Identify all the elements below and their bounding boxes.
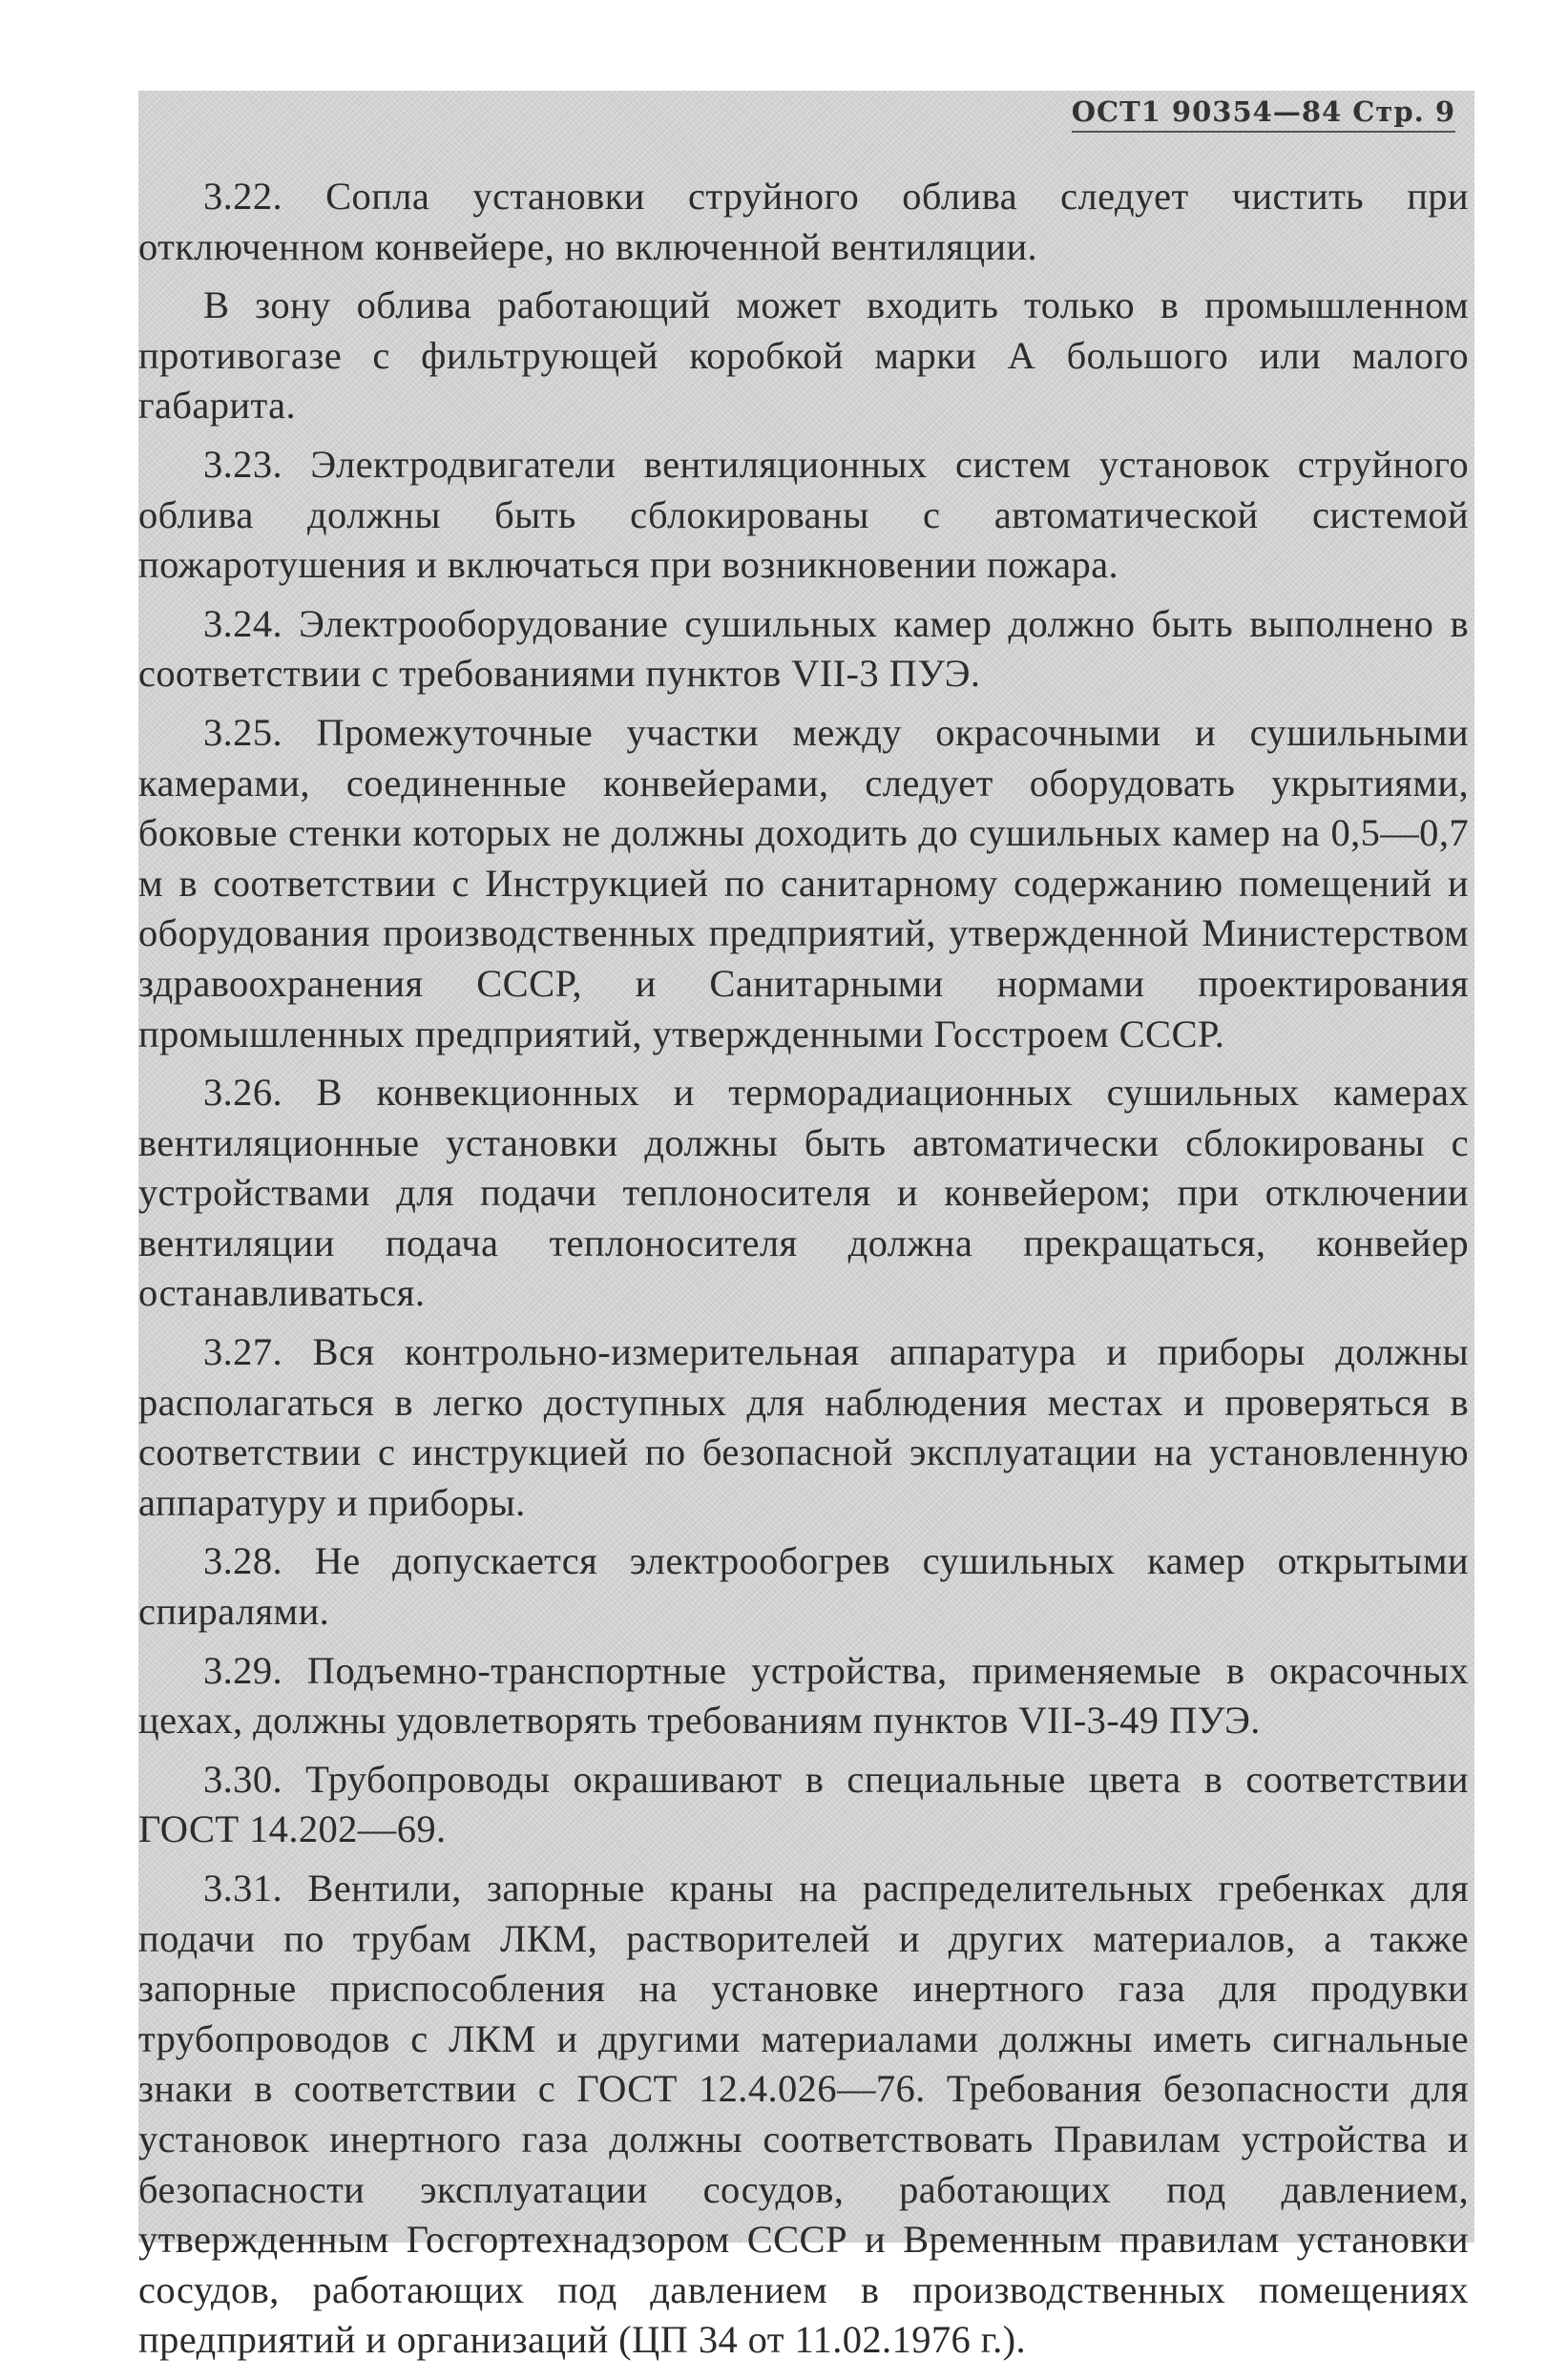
standard-number: ОСТ1 90354—84: [1071, 95, 1343, 128]
page-number: Стр. 9: [1352, 95, 1455, 128]
paragraph-3-22: 3.22. Сопла установки струйного облива следует чистить при отключенном конвейере, но включенной вентиляции.: [138, 175, 1469, 268]
paragraph-3-23: 3.23. Электродвигатели вентиляционных систем установок струйного облива должны быть сблокированы с автоматической системой пожаротушения и включаться при возникновении пожара.: [138, 442, 1469, 587]
running-header: [1072, 95, 1455, 133]
paragraph-3-31: 3.31. Вентили, запорные краны на распределительных гребенках для подачи по трубам ЛКМ, растворителей и других материалов, а также запорные приспособления на установке инертного газа для продувки трубопроводов с ЛКМ и другими материалами должны иметь сигнальные знаки в соответствии с ГОСТ 12.4.026—76. Требования безопасности для установок инертного газа должны соответствовать Правилам устройства и безопасности эксплуатации сосудов, работающих под давлением, утвержденным Госгортехнадзором СССР и Временным правилам установки сосудов, работающих под давлением в производственных помещениях предприятий и организаций (ЦП 34 от 11.02.1976 г.).: [138, 1867, 1469, 2362]
paragraph-3-30: 3.30. Трубопроводы окрашивают в специальные цвета в соответствии ГОСТ 14.202—69.: [138, 1757, 1469, 1851]
paragraph-3-26: 3.26. В конвекционных и терморадиационных сушильных камерах вентиляционные установки должны быть автоматически сблокированы с устройствами для подачи теплоносителя и конвейером; при отключении вентиляции подача теплоносителя должна прекращаться, конвейер останавливаться.: [138, 1071, 1469, 1315]
paragraph-3-22-continued: В зону облива работающий может входить только в промышленном противогазе с фильтрующей коробкой марки А большого или малого габарита.: [138, 283, 1469, 428]
paragraph-3-28: 3.28. Не допускается электрообогрев сушильных камер открытыми спиралями.: [138, 1539, 1469, 1634]
paragraph-3-25: 3.25. Промежуточные участки между окрасочными и сушильными камерами, соединенные конвейерами, следует оборудовать укрытиями, боковые стенки которых не должны доходить до сушильных камер на 0,5—0,7 м в соответствии с Инструкцией по санитарному содержанию помещений и оборудования производственных предприятий, утвержденной Министерством здравоохранения СССР, и Санитарными нормами проектирования промышленных предприятий, утвержденными Госстроем СССР.: [138, 710, 1469, 1055]
paragraph-3-24: 3.24. Электрооборудование сушильных камер должно быть выполнено в соответствии с требованиями пунктов VII-3 ПУЭ.: [138, 601, 1469, 696]
document-body: [138, 172, 1469, 2374]
paragraph-3-29: 3.29. Подъемно-транспортные устройства, применяемые в окрасочных цехах, должны удовлетворять требованиям пунктов VII-3-49 ПУЭ.: [138, 1648, 1469, 1743]
paragraph-3-27: 3.27. Вся контрольно-измерительная аппаратура и приборы должны располагаться в легко доступных для наблюдения местах и проверяться в соответствии с инструкцией по безопасной эксплуатации на установленную аппаратуру и приборы.: [138, 1330, 1469, 1524]
